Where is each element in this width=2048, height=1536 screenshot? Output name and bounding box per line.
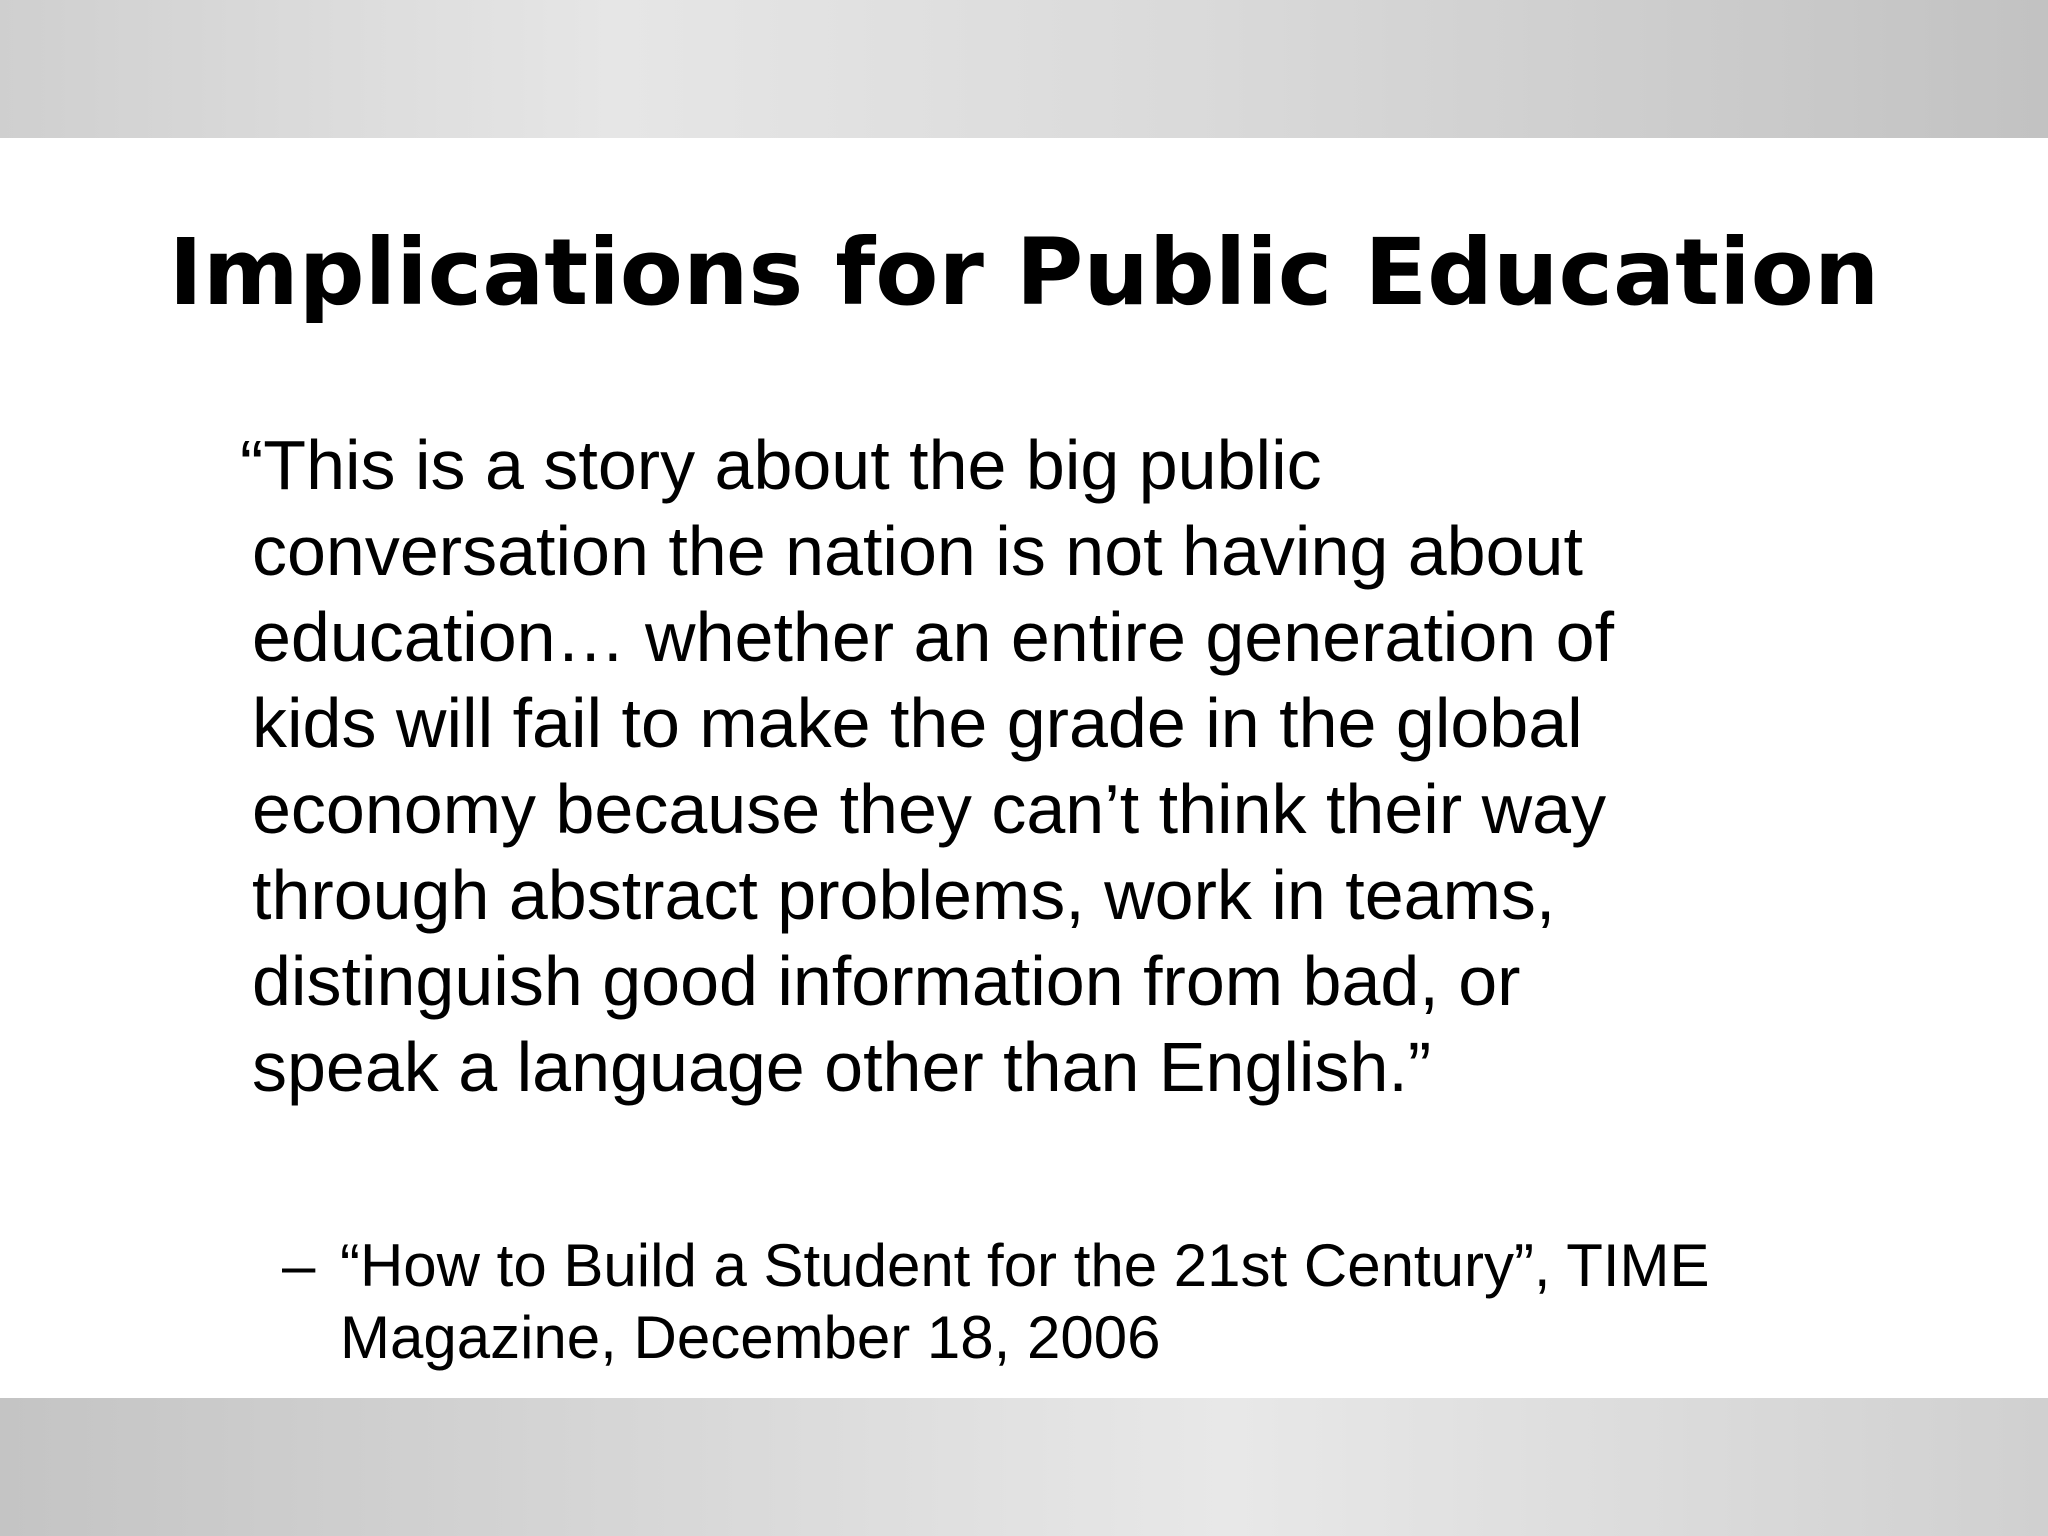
quote-line: education… whether an entire generation of	[252, 598, 1615, 676]
quote-line: speak a language other than English.”	[252, 1028, 1432, 1106]
citation-dash: –	[282, 1232, 316, 1299]
quote-line: through abstract problems, work in teams,	[252, 856, 1556, 934]
quote-line: kids will fail to make the grade in the global	[252, 684, 1583, 762]
slide-title: Implications for Public Education	[168, 219, 1880, 326]
quote-line: distinguish good information from bad, or	[252, 942, 1521, 1020]
citation	[282, 1230, 1982, 1374]
citation-text	[340, 1230, 1982, 1374]
bottom-decorative-band	[0, 1398, 2048, 1536]
top-decorative-band	[0, 0, 2048, 138]
quote-line: “This is a story about the big public	[240, 426, 1322, 504]
quote-line: conversation the nation is not having about	[252, 512, 1583, 590]
citation-line: Magazine, December 18, 2006	[340, 1304, 1161, 1371]
quote-line: economy because they can’t think their way	[252, 770, 1607, 848]
citation-line: “How to Build a Student for the 21st Century”, TIME	[340, 1232, 1710, 1299]
quote-text	[240, 422, 1902, 1110]
